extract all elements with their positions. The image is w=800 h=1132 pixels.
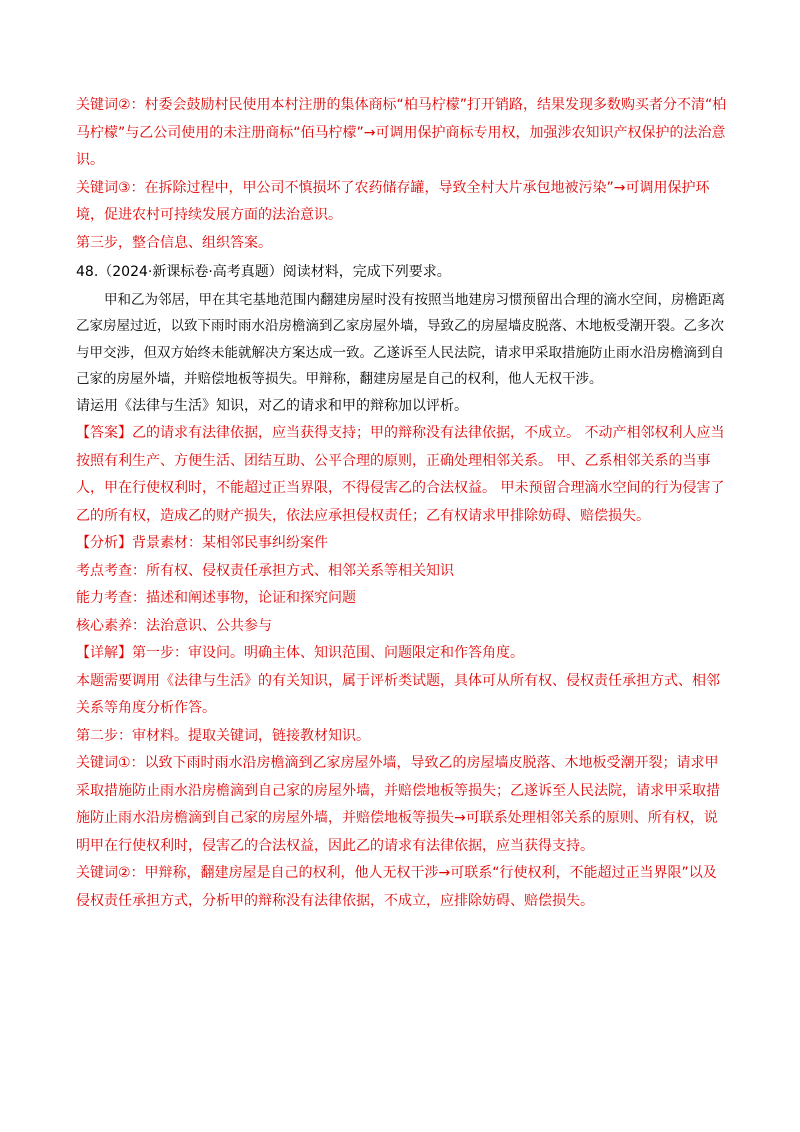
answer-tag: 【答案】	[76, 425, 132, 441]
question-requirement: 请运用《法律与生活》知识，对乙的请求和甲的辩称加以评析。	[76, 397, 468, 414]
analysis-ability: 能力考查：描述和阐述事物，论证和探究问题	[76, 590, 356, 606]
question-material: 甲和乙为邻居，甲在其宅基地范围内翻建房屋时没有按照当地建房习惯预留出合理的滴水空间，房檐距离乙家房屋过近，以致下雨时雨水沿房檐滴到乙家房屋外墙，导致乙的房屋墙皮脱落、木地板受潮开裂。乙多次与甲交涉，但双方始终未能就解决方案达成一致。乙遂诉至人民法院，请求甲采取措施防止雨水沿房檐滴到自己家的房屋外墙，并赔偿地板等损失。甲辩称，翻建房屋是自己的权利，他人无权干涉。	[76, 291, 725, 387]
detail-step-1-text: 第一步：审设问。明确主体、知识范围、问题限定和作答角度。	[132, 645, 524, 661]
detail-tag: 【详解】	[76, 645, 132, 661]
document-body	[76, 92, 728, 915]
detail-keyword-1: 关键词①：以致下雨时雨水沿房檐滴到乙家房屋外墙，导致乙的房屋墙皮脱落、木地板受潮开裂；请求甲采取措施防止雨水沿房檐滴到自己家的房屋外墙，并赔偿地板等损失；乙遂诉至人民法院，请求甲采取措施防止雨水沿房檐滴到自己家的房屋外墙，并赔偿地板等损失→可联系处理相邻关系的原则、所有权，说明甲在行使权利时，侵害乙的合法权益，因此乙的请求有法律依据，应当获得支持。	[76, 755, 720, 854]
analysis-background-text: 背景素材：某相邻民事纠纷案件	[132, 535, 328, 551]
keyword-2-paragraph: 关键词②：村委会鼓励村民使用本村注册的集体商标“柏马柠檬”打开销路，结果发现多数购买者分不清“柏马柠檬”与乙公司使用的未注册商标“佰马柠檬”→可调用保护商标专用权，加强涉农知识产权保护的法治意识。	[76, 97, 727, 168]
detail-step-1-explanation: 本题需要调用《法律与生活》的有关知识，属于评析类试题，具体可从所有权、侵权责任承担方式、相邻关系等角度分析作答。	[76, 672, 720, 716]
question-source: （2024·新课标卷·高考真题）	[98, 264, 283, 280]
analysis-tag: 【分析】	[76, 535, 132, 551]
detail-step-1	[76, 640, 728, 668]
analysis-literacy: 核心素养：法治意识、公共参与	[76, 617, 272, 634]
question-header	[76, 259, 728, 287]
detail-step-2: 第二步：审材料。提取关键词，链接教材知识。	[76, 727, 370, 744]
question-instruction: 阅读材料，完成下列要求。	[282, 264, 451, 280]
analysis-points: 考点考查：所有权、侵权责任承担方式、相邻关系等相关知识	[76, 562, 454, 579]
question-number: 48.	[76, 264, 99, 280]
detail-keyword-2: 关键词②：甲辩称，翻建房屋是自己的权利，他人无权干涉→可联系“行使权利，不能超过正当界限”以及侵权责任承担方式，分析甲的辩称没有法律依据，不成立，应排除妨碍、赔偿损失。	[76, 865, 717, 909]
step-3-line: 第三步，整合信息、组织答案。	[76, 234, 272, 251]
answer-text: 乙的请求有法律依据，应当获得支持；甲的辩称没有法律依据，不成立。 不动产相邻权利人应当按照有利生产、方便生活、团结互助、公平合理的原则，正确处理相邻关系。 甲、乙系相邻关系的当事人，甲在行使权利时，不能超过正当界限，不得侵害乙的合法权益。 甲未预留合理滴水空间的行为侵害了乙的所有权，造成乙的财产损失，依法应承担侵权责任；乙有权请求甲排除妨碍、赔偿损失。	[76, 425, 725, 524]
answer-paragraph	[76, 420, 728, 530]
keyword-3-paragraph: 关键词③：在拆除过程中，甲公司不慎损坏了农药储存罐，导致全村大片承包地被污染”→可调用保护环境，促进农村可持续发展方面的法治意识。	[76, 179, 710, 223]
analysis-background	[76, 530, 728, 558]
